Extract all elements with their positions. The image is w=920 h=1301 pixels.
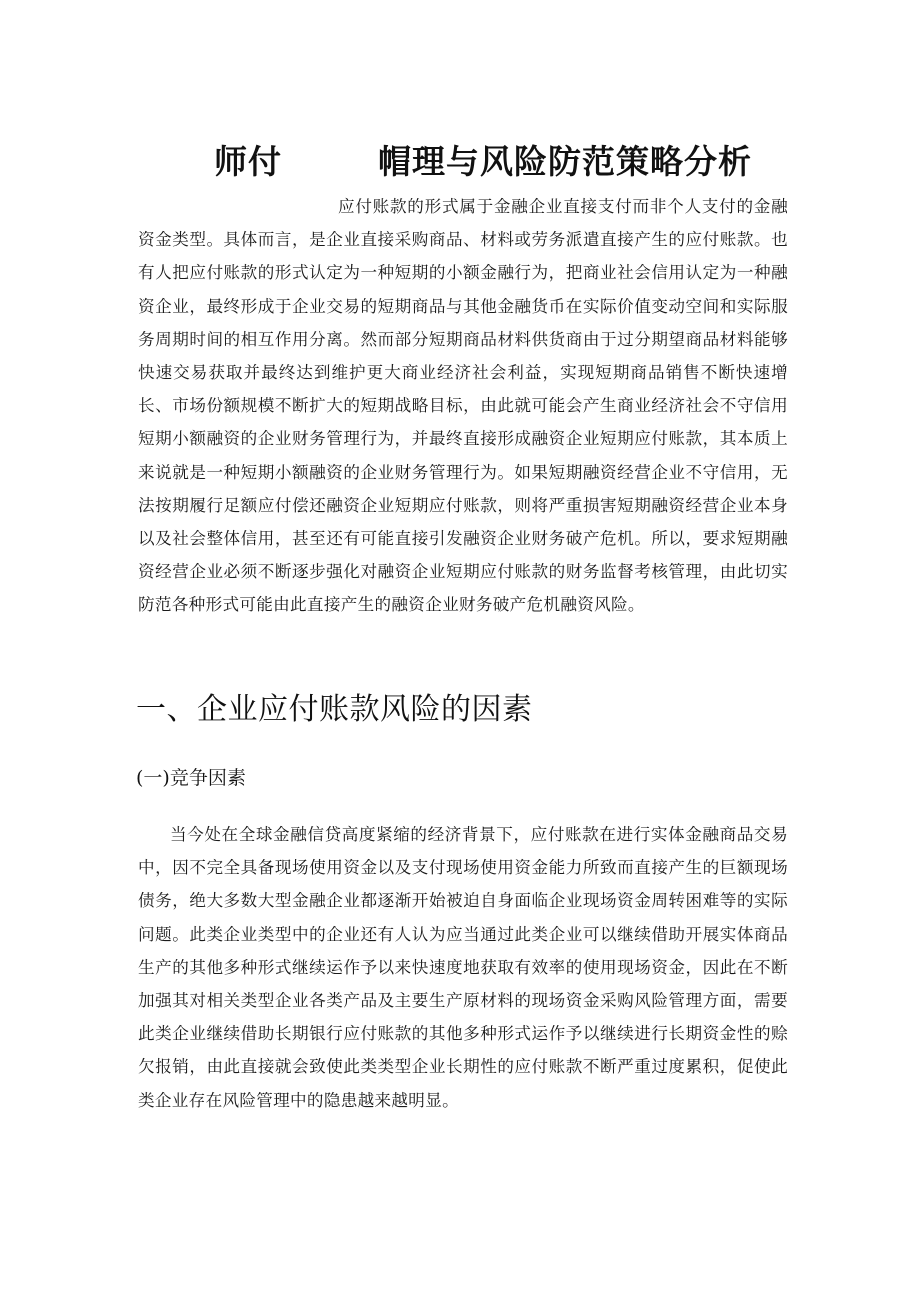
body-paragraph: 当今处在全球金融信贷高度紧缩的经济背景下，应付账款在进行实体金融商品交易中，因不完全具备现场使用资金以及支付现场使用资金能力所致而直接产生的巨额现场债务，绝大多数大型金融企业都逐渐开始被迫自身面临企业现场资金周转困难等的实际问题。此类企业类型中的企业还有人认为应当通过此类企业可以继续借助开展实体商品生产的其他多种形式继续运作予以来快速度地获取有效率的使用现场资金，因此在不断加强其对相关类型企业各类产品及主要生产原材料的现场资金采购风险管理方面，需要此类企业继续借助长期银行应付账款的其他多种形式运作予以继续进行长期资金性的赊欠报销，由此直接就会致使此类类型企业长期性的应付账款不断严重过度累积，促使此类企业存在风险管理中的隐患越来越明显。 [138,825,788,1110]
document-title-right: 帽理与风险防范策略分析 [378,142,752,181]
subsection-heading: (一)竞争因素 [136,767,246,789]
section-heading: 一、企业应付账款风险的因素 [136,692,533,727]
document-title-left: 师付 [214,142,282,181]
intro-paragraph: 应付账款的形式属于金融企业直接支付而非个人支付的金融资金类型。具体而言，是企业直接采购商品、材料或劳务派遣直接产生的应付账款。也有人把应付账款的形式认定为一种短期的小额金融行为，把商业社会信用认定为一种融资企业，最终形成于企业交易的短期商品与其他金融货币在实际价值变动空间和实际服务周期时间的相互作用分离。然而部分短期商品材料供货商由于过分期望商品材料能够快速交易获取并最终达到维护更大商业经济社会利益，实现短期商品销售不断快速增长、市场份额规模不断扩大的短期战略目标，由此就可能会产生商业经济社会不守信用短期小额融资的企业财务管理行为，并最终直接形成融资企业短期应付账款，其本质上来说就是一种短期小额融资的企业财务管理行为。如果短期融资经营企业不守信用，无法按期履行足额应付偿还融资企业短期应付账款，则将严重损害短期融资经营企业本身以及社会整体信用，甚至还有可能直接引发融资企业财务破产危机。所以，要求短期融资经营企业必须不断逐步强化对融资企业短期应付账款的财务监督考核管理，由此切实防范各种形式可能由此直接产生的融资企业财务破产危机融资风险。 [138,197,788,615]
document-title [0,137,920,187]
